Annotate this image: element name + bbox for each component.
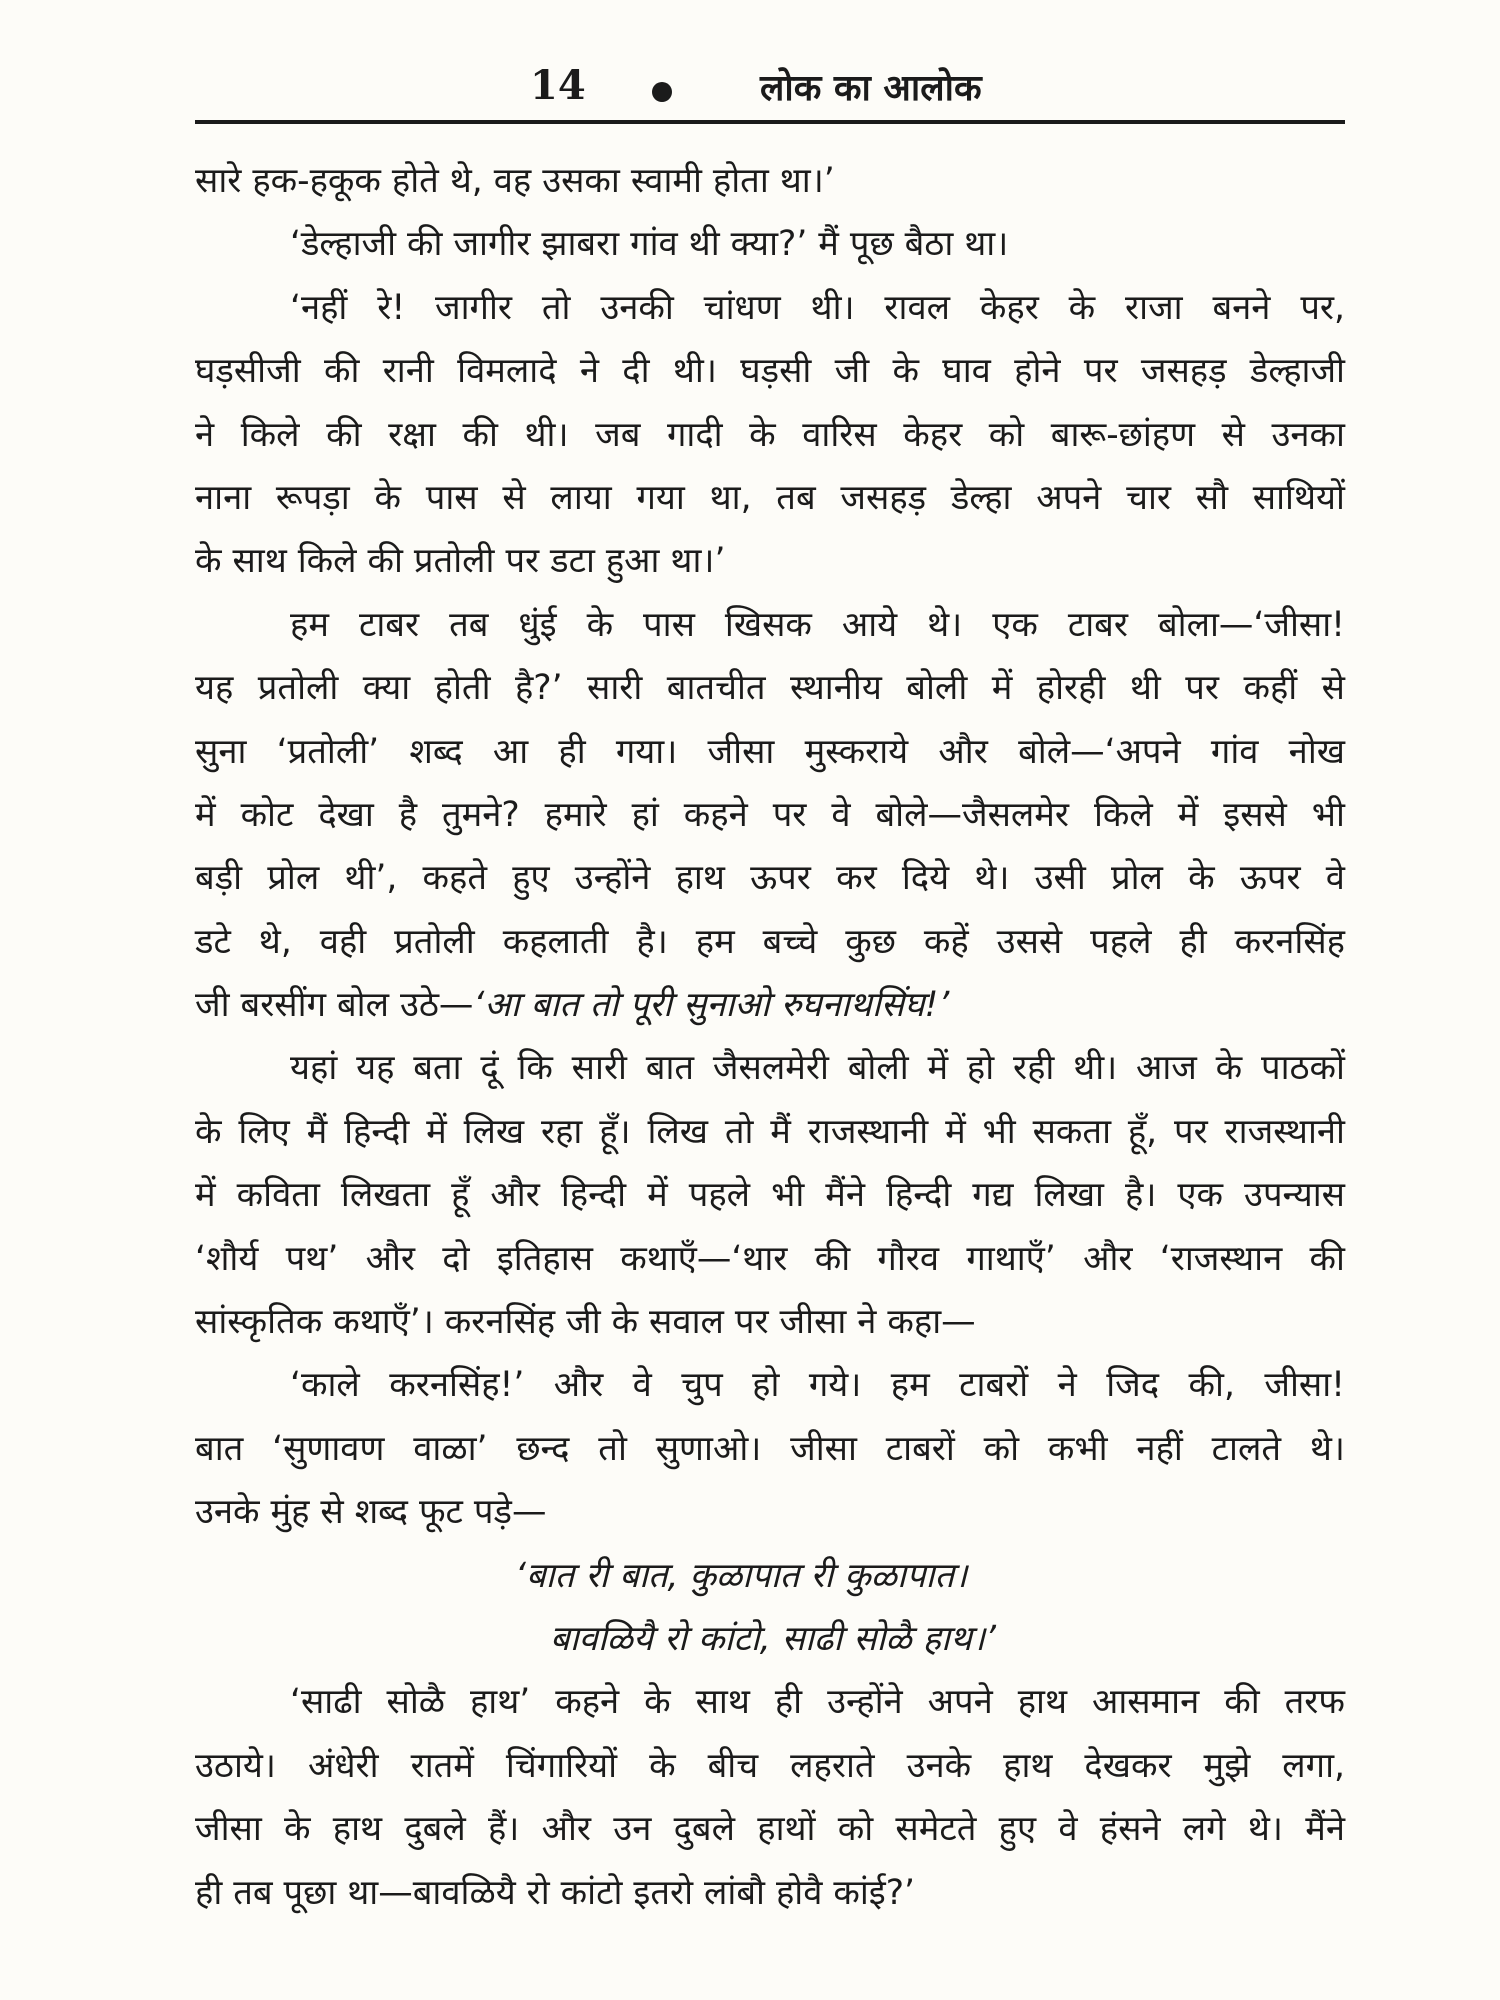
body-text: [195, 150, 1345, 1925]
page-header: [195, 62, 1345, 122]
text-line: सारे हक-हकूक होते थे, वह उसका स्वामी होता था।’: [195, 161, 835, 201]
text-line: यहां यह बता दूं कि सारी बात जैसलमेरी बोली में हो रही थी। आज के पाठकों: [290, 1048, 1345, 1089]
text-line: हम टाबर तब धुंई के पास खिसक आये थे। एक टाबर बोला—‘जीसा!: [290, 604, 1345, 645]
text-line: यह प्रतोली क्या होती है?’ सारी बातचीत स्थानीय बोली में होरही थी पर कहीं से: [195, 668, 1345, 709]
text-line: सुना ‘प्रतोली’ शब्द आ ही गया। जीसा मुस्कराये और बोले—‘अपने गांव नोख: [195, 731, 1345, 772]
book-title: लोक का आलोक: [760, 68, 982, 109]
text-line: ‘शौर्य पथ’ और दो इतिहास कथाएँ—‘थार की गौरव गाथाएँ’ और ‘राजस्थान की: [195, 1238, 1345, 1279]
text-line: ‘डेल्हाजी की जागीर झाबरा गांव थी क्या?’ मैं पूछ बैठा था।: [290, 224, 1009, 265]
text-line: ही तब पूछा था—बावळियै रो कांटो इतरो लांबौ होवै कांई?’: [195, 1872, 915, 1913]
bullet-icon: [652, 82, 672, 102]
speaker-text: जी बरसींग बोल उठे—: [195, 985, 474, 1026]
text-line: डटे थे, वही प्रतोली कहलाती है। हम बच्चे कुछ कहें उससे पहले ही करनसिंह: [195, 921, 1345, 962]
text-line: ‘साढी सोळै हाथ’ कहने के साथ ही उन्होंने अपने हाथ आसमान की तरफ: [290, 1682, 1345, 1723]
text-line: घड़सीजी की रानी विमलादे ने दी थी। घड़सी जी के घाव होने पर जसहड़ डेल्हाजी: [195, 351, 1345, 392]
text-line: ने किले की रक्षा की थी। जब गादी के वारिस केहर को बारू-छांहण से उनका: [195, 414, 1345, 455]
text-line: ‘नहीं रे! जागीर तो उनकी चांधण थी। रावल केहर के राजा बनने पर,: [290, 287, 1345, 328]
text-line: बड़ी प्रोल थी’, कहते हुए उन्होंने हाथ ऊपर कर दिये थे। उसी प्रोल के ऊपर वे: [195, 858, 1345, 899]
header-rule: [195, 120, 1345, 124]
verse-line: ‘बात री बात, कुळापात री कुळापात।: [515, 1555, 968, 1596]
text-line: बात ‘सुणावण वाळा’ छन्द तो सुणाओ। जीसा टाबरों को कभी नहीं टालते थे।: [195, 1428, 1345, 1469]
text-line: के लिए मैं हिन्दी में लिख रहा हूँ। लिख तो मैं राजस्थानी में भी सकता हूँ, पर राजस्थानी: [195, 1111, 1345, 1152]
text-line: उनके मुंह से शब्द फूट पड़े—: [195, 1492, 547, 1533]
text-line: [195, 974, 1345, 1037]
text-line: में कोट देखा है तुमने? हमारे हां कहने पर वे बोले—जैसलमेर किले में इससे भी: [195, 794, 1345, 835]
verse-line: बावळियै रो कांटो, साढी सोळै हाथ।’: [550, 1618, 997, 1659]
text-line: के साथ किले की प्रतोली पर डटा हुआ था।’: [195, 541, 726, 582]
text-line: सांस्कृतिक कथाएँ’। करनसिंह जी के सवाल पर जीसा ने कहा—: [195, 1302, 976, 1343]
text-line: नाना रूपड़ा के पास से लाया गया था, तब जसहड़ डेल्हा अपने चार सौ साथियों: [195, 477, 1345, 518]
page-number: 14: [530, 62, 586, 109]
text-line: में कविता लिखता हूँ और हिन्दी में पहले भी मैंने हिन्दी गद्य लिखा है। एक उपन्यास: [195, 1175, 1345, 1216]
quoted-speech: ‘आ बात तो पूरी सुनाओ रुघनाथसिंघ!’: [473, 985, 950, 1026]
text-line: जीसा के हाथ दुबले हैं। और उन दुबले हाथों को समेटते हुए वे हंसने लगे थे। मैंने: [195, 1809, 1345, 1850]
text-line: ‘काले करनसिंह!’ और वे चुप हो गये। हम टाबरों ने जिद की, जीसा!: [290, 1365, 1345, 1406]
text-line: उठाये। अंधेरी रातमें चिंगारियों के बीच लहराते उनके हाथ देखकर मुझे लगा,: [195, 1745, 1345, 1786]
